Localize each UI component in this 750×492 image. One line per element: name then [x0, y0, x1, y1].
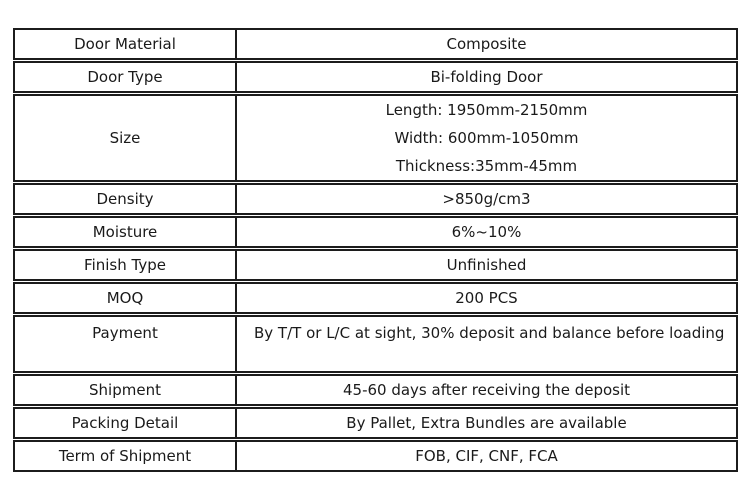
door-material-value: Composite [237, 28, 738, 60]
row-size [13, 94, 738, 182]
moisture-label: Moisture [13, 216, 237, 248]
row-door-material [13, 28, 738, 60]
density-value: >850g/cm3 [237, 183, 738, 215]
product-spec-table [13, 27, 738, 473]
row-term-of-shipment [13, 440, 738, 472]
row-packing-detail [13, 407, 738, 439]
row-density [13, 183, 738, 215]
shipment-value: 45-60 days after receiving the deposit [237, 374, 738, 406]
row-moq [13, 282, 738, 314]
row-door-type [13, 61, 738, 93]
packing-detail-value: By Pallet, Extra Bundles are available [237, 407, 738, 439]
packing-detail-label: Packing Detail [13, 407, 237, 439]
moq-value: 200 PCS [237, 282, 738, 314]
finish-type-value: Unfinished [237, 249, 738, 281]
term-of-shipment-value: FOB, CIF, CNF, FCA [237, 440, 738, 472]
size-value [237, 94, 738, 182]
row-moisture [13, 216, 738, 248]
size-length-line: Length: 1950mm-2150mm [385, 101, 588, 119]
door-type-value: Bi-folding Door [237, 61, 738, 93]
moq-label: MOQ [13, 282, 237, 314]
row-shipment [13, 374, 738, 406]
size-thickness-line: Thickness:35mm-45mm [395, 157, 578, 175]
door-material-label: Door Material [13, 28, 237, 60]
row-finish-type [13, 249, 738, 281]
term-of-shipment-label: Term of Shipment [13, 440, 237, 472]
moisture-value: 6%~10% [237, 216, 738, 248]
row-payment [13, 315, 738, 373]
payment-label: Payment [13, 315, 237, 373]
finish-type-label: Finish Type [13, 249, 237, 281]
size-width-line: Width: 600mm-1050mm [394, 129, 579, 147]
density-label: Density [13, 183, 237, 215]
size-label: Size [13, 94, 237, 182]
shipment-label: Shipment [13, 374, 237, 406]
door-type-label: Door Type [13, 61, 237, 93]
payment-value: By T/T or L/C at sight, 30% deposit and balance before loading [237, 315, 738, 373]
